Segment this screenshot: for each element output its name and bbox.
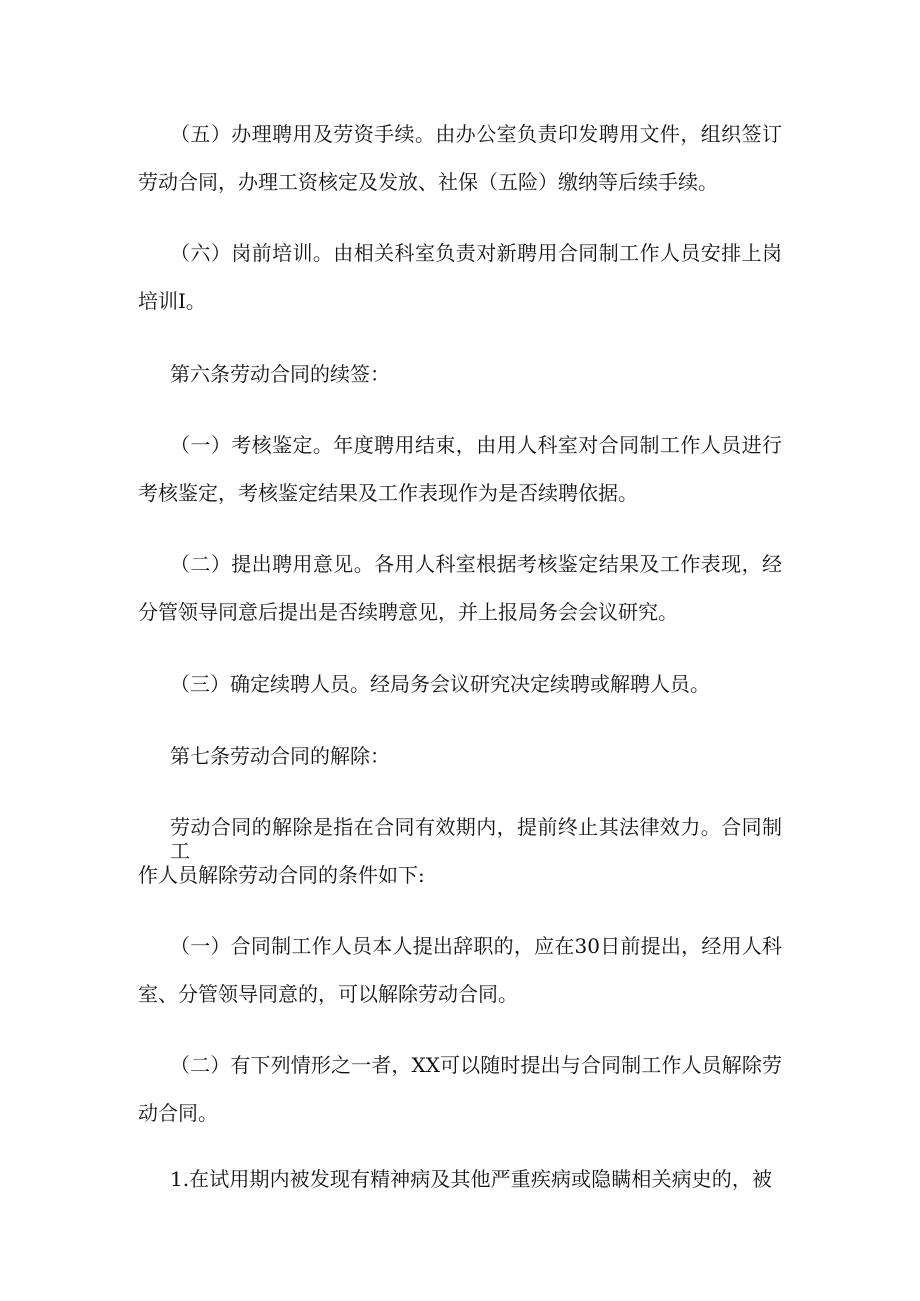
paragraph-line: 分管领导同意后提出是否续聘意见，并上报局务会会议研究。 [138, 600, 678, 624]
paragraph-line: 劳动合同的解除是指在合同有效期内，提前终止其法律效力。合同制工 [170, 815, 782, 863]
paragraph-line: 作人员解除劳动合同的条件如下: [138, 863, 425, 887]
paragraph-line: 动合同。 [138, 1101, 218, 1125]
paragraph-line: 1.在试用期内被发现有精神病及其他严重疾病或隐瞒相关病史的，被 [170, 1167, 772, 1191]
paragraph-line: （六）岗前培训。由相关科室负责对新聘用合同制工作人员安排上岗 [170, 241, 782, 265]
paragraph-line: 劳动合同，办理工资核定及发放、社保（五险）缴纳等后续手续。 [138, 170, 718, 194]
section-heading: 第七条劳动合同的解除： [170, 744, 390, 768]
paragraph-line: 考核鉴定，考核鉴定结果及工作表现作为是否续聘依据。 [138, 481, 638, 505]
paragraph-line: 室、分管领导同意的，可以解除劳动合同。 [138, 982, 518, 1006]
paragraph-line: （一）考核鉴定。年度聘用结束，由用人科室对合同制工作人员进行 [170, 433, 782, 457]
paragraph-line: 培训Ⅰ。 [138, 289, 206, 313]
paragraph-line: （二）提出聘用意见。各用人科室根据考核鉴定结果及工作表现，经 [170, 552, 782, 576]
paragraph-line: （三）确定续聘人员。经局务会议研究决定续聘或解聘人员。 [170, 672, 710, 696]
paragraph-line: （五）办理聘用及劳资手续。由办公室负责印发聘用文件，组织签订 [170, 122, 782, 146]
paragraph-line: （二）有下列情形之一者，XX可以随时提出与合同制工作人员解除劳 [170, 1053, 782, 1077]
paragraph-line: （一）合同制工作人员本人提出辞职的，应在30日前提出，经用人科 [170, 934, 782, 958]
section-heading: 第六条劳动合同的续签： [170, 362, 390, 386]
